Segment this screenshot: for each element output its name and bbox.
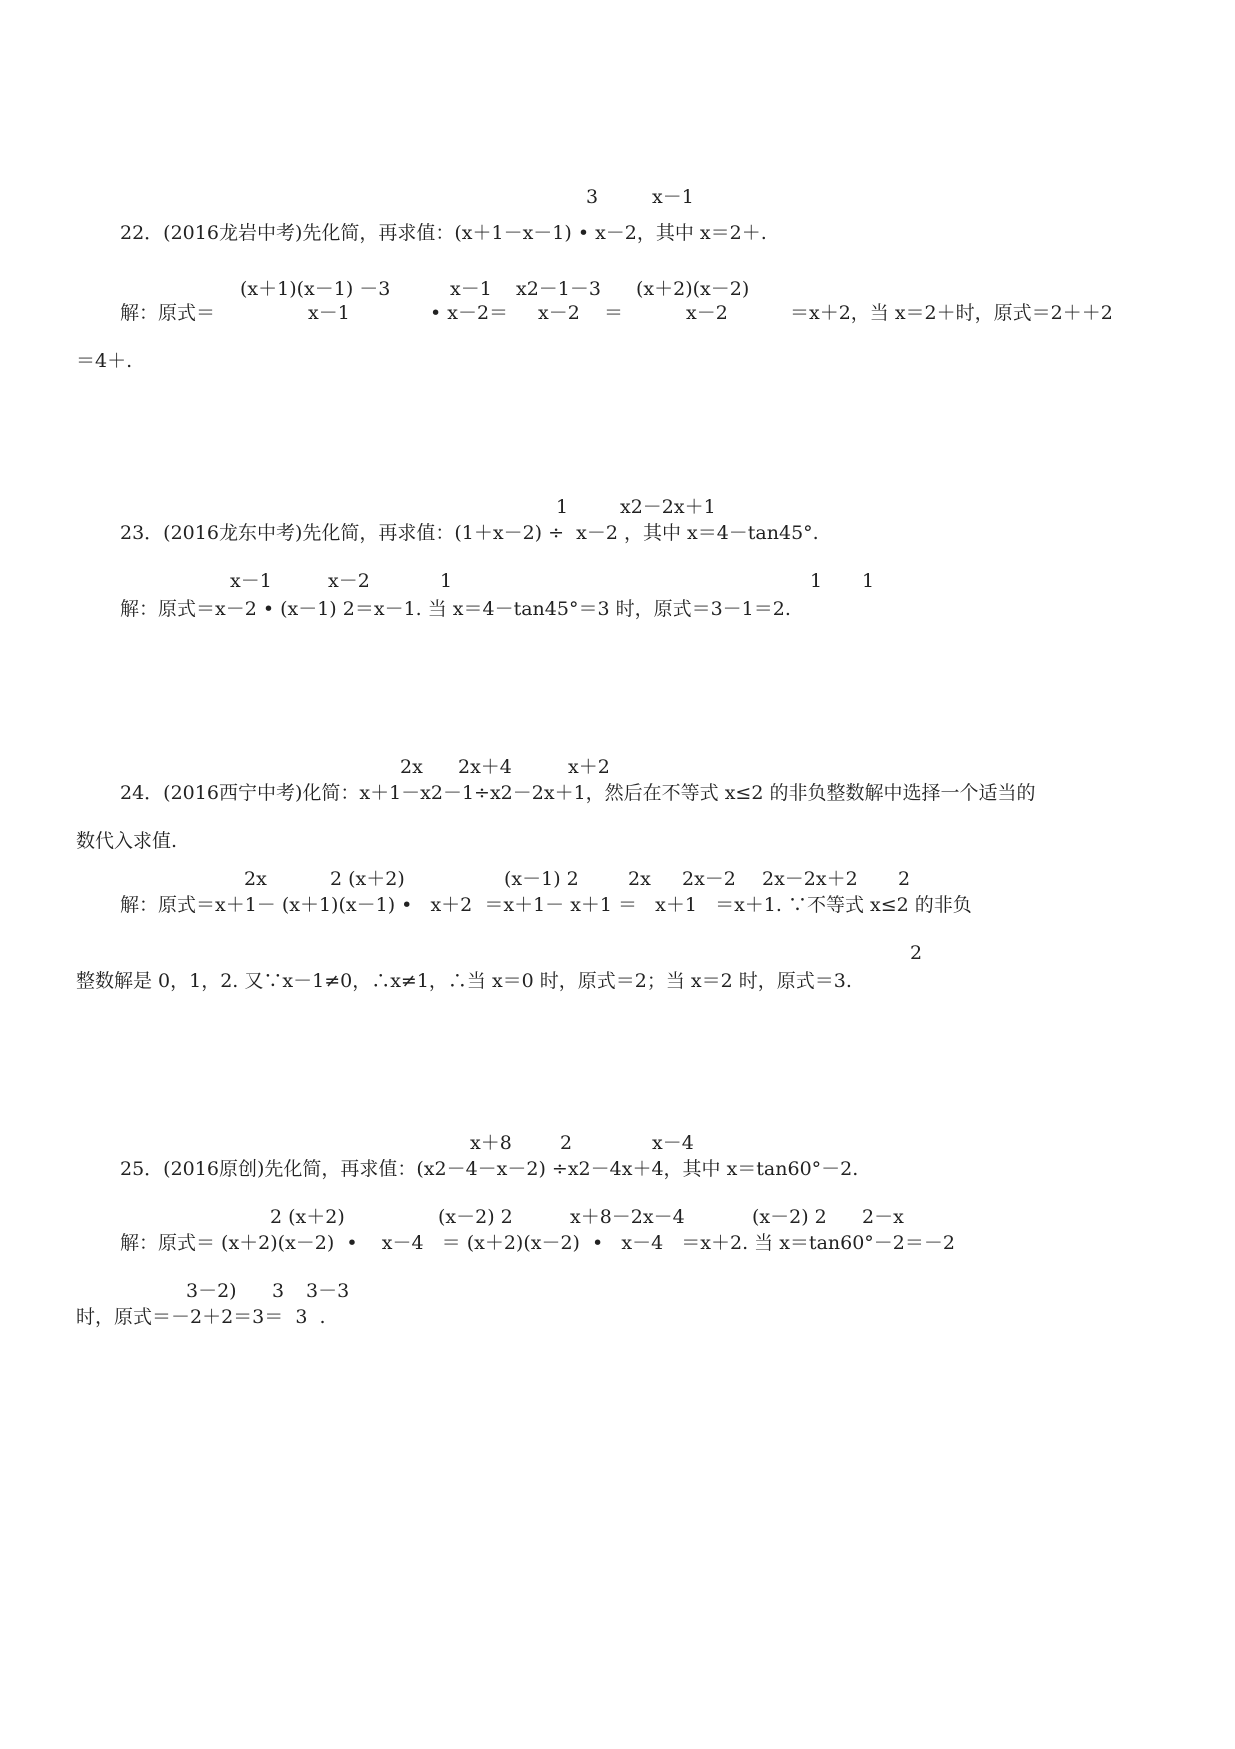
problem-25-s1-text: x＋8－2x－4 bbox=[570, 1206, 685, 1228]
problem-23-s1-text: x－1 bbox=[230, 570, 272, 592]
problem-22-s1-text: (x＋1)(x－1) －3 bbox=[240, 278, 391, 300]
problem-23-q-text: x2－2x＋1 bbox=[620, 496, 716, 518]
problem-22-s1-text: ＝ bbox=[604, 302, 624, 324]
problem-24-q-text: 24．(2016西宁中考)化简：x＋1－x2－1÷x2－2x＋1，然后在不等式 x≤2 的非负整数解中选择一个适当的 bbox=[120, 782, 1036, 804]
problem-25-s1-text: (x－2) 2 bbox=[752, 1206, 827, 1228]
problem-22-q-text: 22．(2016龙岩中考)先化简，再求值：(x＋1－x－1) • x－2，其中 x＝2＋. bbox=[120, 222, 767, 244]
problem-24-s2-text: 整数解是 0，1，2. 又∵x－1≠0，∴x≠1，∴当 x＝0 时，原式＝2；当 x＝2 时，原式＝3. bbox=[76, 970, 852, 992]
problem-23-s1-text: x－2 bbox=[328, 570, 370, 592]
problem-24-s1-text: 2x－2x＋2 bbox=[762, 868, 858, 890]
problem-24-q-text: 2x＋4 bbox=[458, 756, 512, 778]
problem-25-s1-text: 2 (x＋2) bbox=[270, 1206, 345, 1228]
problem-24-q2-text: 数代入求值. bbox=[76, 830, 178, 852]
problem-22-q-text: 3 bbox=[586, 186, 599, 208]
problem-22-s1-text: ＝x＋2，当 x＝2＋时，原式＝2＋＋2 bbox=[790, 302, 1113, 324]
problem-25-s1-text: 解：原式＝ (x＋2)(x－2) • x－4 ＝ (x＋2)(x－2) • x－4 ＝x＋2. 当 x＝tan60°－2＝－2 bbox=[120, 1232, 955, 1254]
problem-24-s1-text: 2 bbox=[898, 868, 911, 890]
problem-25-q-text: 25．(2016原创)先化简，再求值：(x2－4－x－2) ÷x2－4x＋4，其中 x＝tan60°－2. bbox=[120, 1158, 859, 1180]
problem-24-s1-text: (x－1) 2 bbox=[504, 868, 579, 890]
problem-22-s1-text: (x＋2)(x－2) bbox=[636, 278, 750, 300]
problem-22-s1-text: x－1 bbox=[308, 302, 350, 324]
problem-25-s2-text: 时，原式＝－2＋2＝3＝ 3 . bbox=[76, 1306, 326, 1328]
problem-22-s1-text: x2－1－3 bbox=[516, 278, 601, 300]
problem-24-q-text: 2x bbox=[400, 756, 423, 778]
problem-22-s1-text: 解：原式＝ bbox=[120, 302, 216, 324]
problem-22-s1-text: x－2 bbox=[538, 302, 580, 324]
problem-22-s1-text: x－2 bbox=[686, 302, 728, 324]
problem-22-s2-text: ＝4＋. bbox=[76, 350, 133, 372]
problem-25-s2-text: 3－3 bbox=[306, 1280, 350, 1302]
problem-23-q-text: 1 bbox=[556, 496, 569, 518]
problem-25-q-text: x＋8 bbox=[470, 1132, 512, 1154]
problem-24-s1-text: 解：原式＝x＋1－ (x＋1)(x－1) • x＋2 ＝x＋1－ x＋1 ＝ x＋1 ＝x＋1. ∵不等式 x≤2 的非负 bbox=[120, 894, 972, 916]
problem-25-s2-text: 3 bbox=[272, 1280, 285, 1302]
problem-23-s1-text: 解：原式＝x－2 • (x－1) 2＝x－1. 当 x＝4－tan45°＝3 时，原式＝3－1＝2. bbox=[120, 598, 791, 620]
problem-23-s1-text: 1 bbox=[440, 570, 453, 592]
problem-23-q-text: 23．(2016龙东中考)先化简，再求值：(1＋x－2) ÷ x－2 ，其中 x＝4－tan45°. bbox=[120, 522, 819, 544]
problem-24-s1-text: 2x bbox=[628, 868, 651, 890]
problem-25-s1-text: 2－x bbox=[862, 1206, 904, 1228]
problem-24-s2-text: 2 bbox=[910, 942, 923, 964]
problem-25-q-text: x－4 bbox=[652, 1132, 694, 1154]
problem-23-s1-text: 1 bbox=[862, 570, 875, 592]
problem-22-s1-text: x－1 bbox=[450, 278, 492, 300]
problem-22-q-text: x－1 bbox=[652, 186, 694, 208]
problem-23-s1-text: 1 bbox=[810, 570, 823, 592]
problem-24-s1-text: 2x bbox=[244, 868, 267, 890]
problem-25-s2-text: 3－2) bbox=[186, 1280, 237, 1302]
problem-24-s1-text: 2x－2 bbox=[682, 868, 736, 890]
problem-25-q-text: 2 bbox=[560, 1132, 573, 1154]
problem-22-s1-text: • x－2＝ bbox=[430, 302, 509, 324]
problem-24-q-text: x＋2 bbox=[568, 756, 610, 778]
problem-25-s1-text: (x－2) 2 bbox=[438, 1206, 513, 1228]
problem-24-s1-text: 2 (x＋2) bbox=[330, 868, 405, 890]
